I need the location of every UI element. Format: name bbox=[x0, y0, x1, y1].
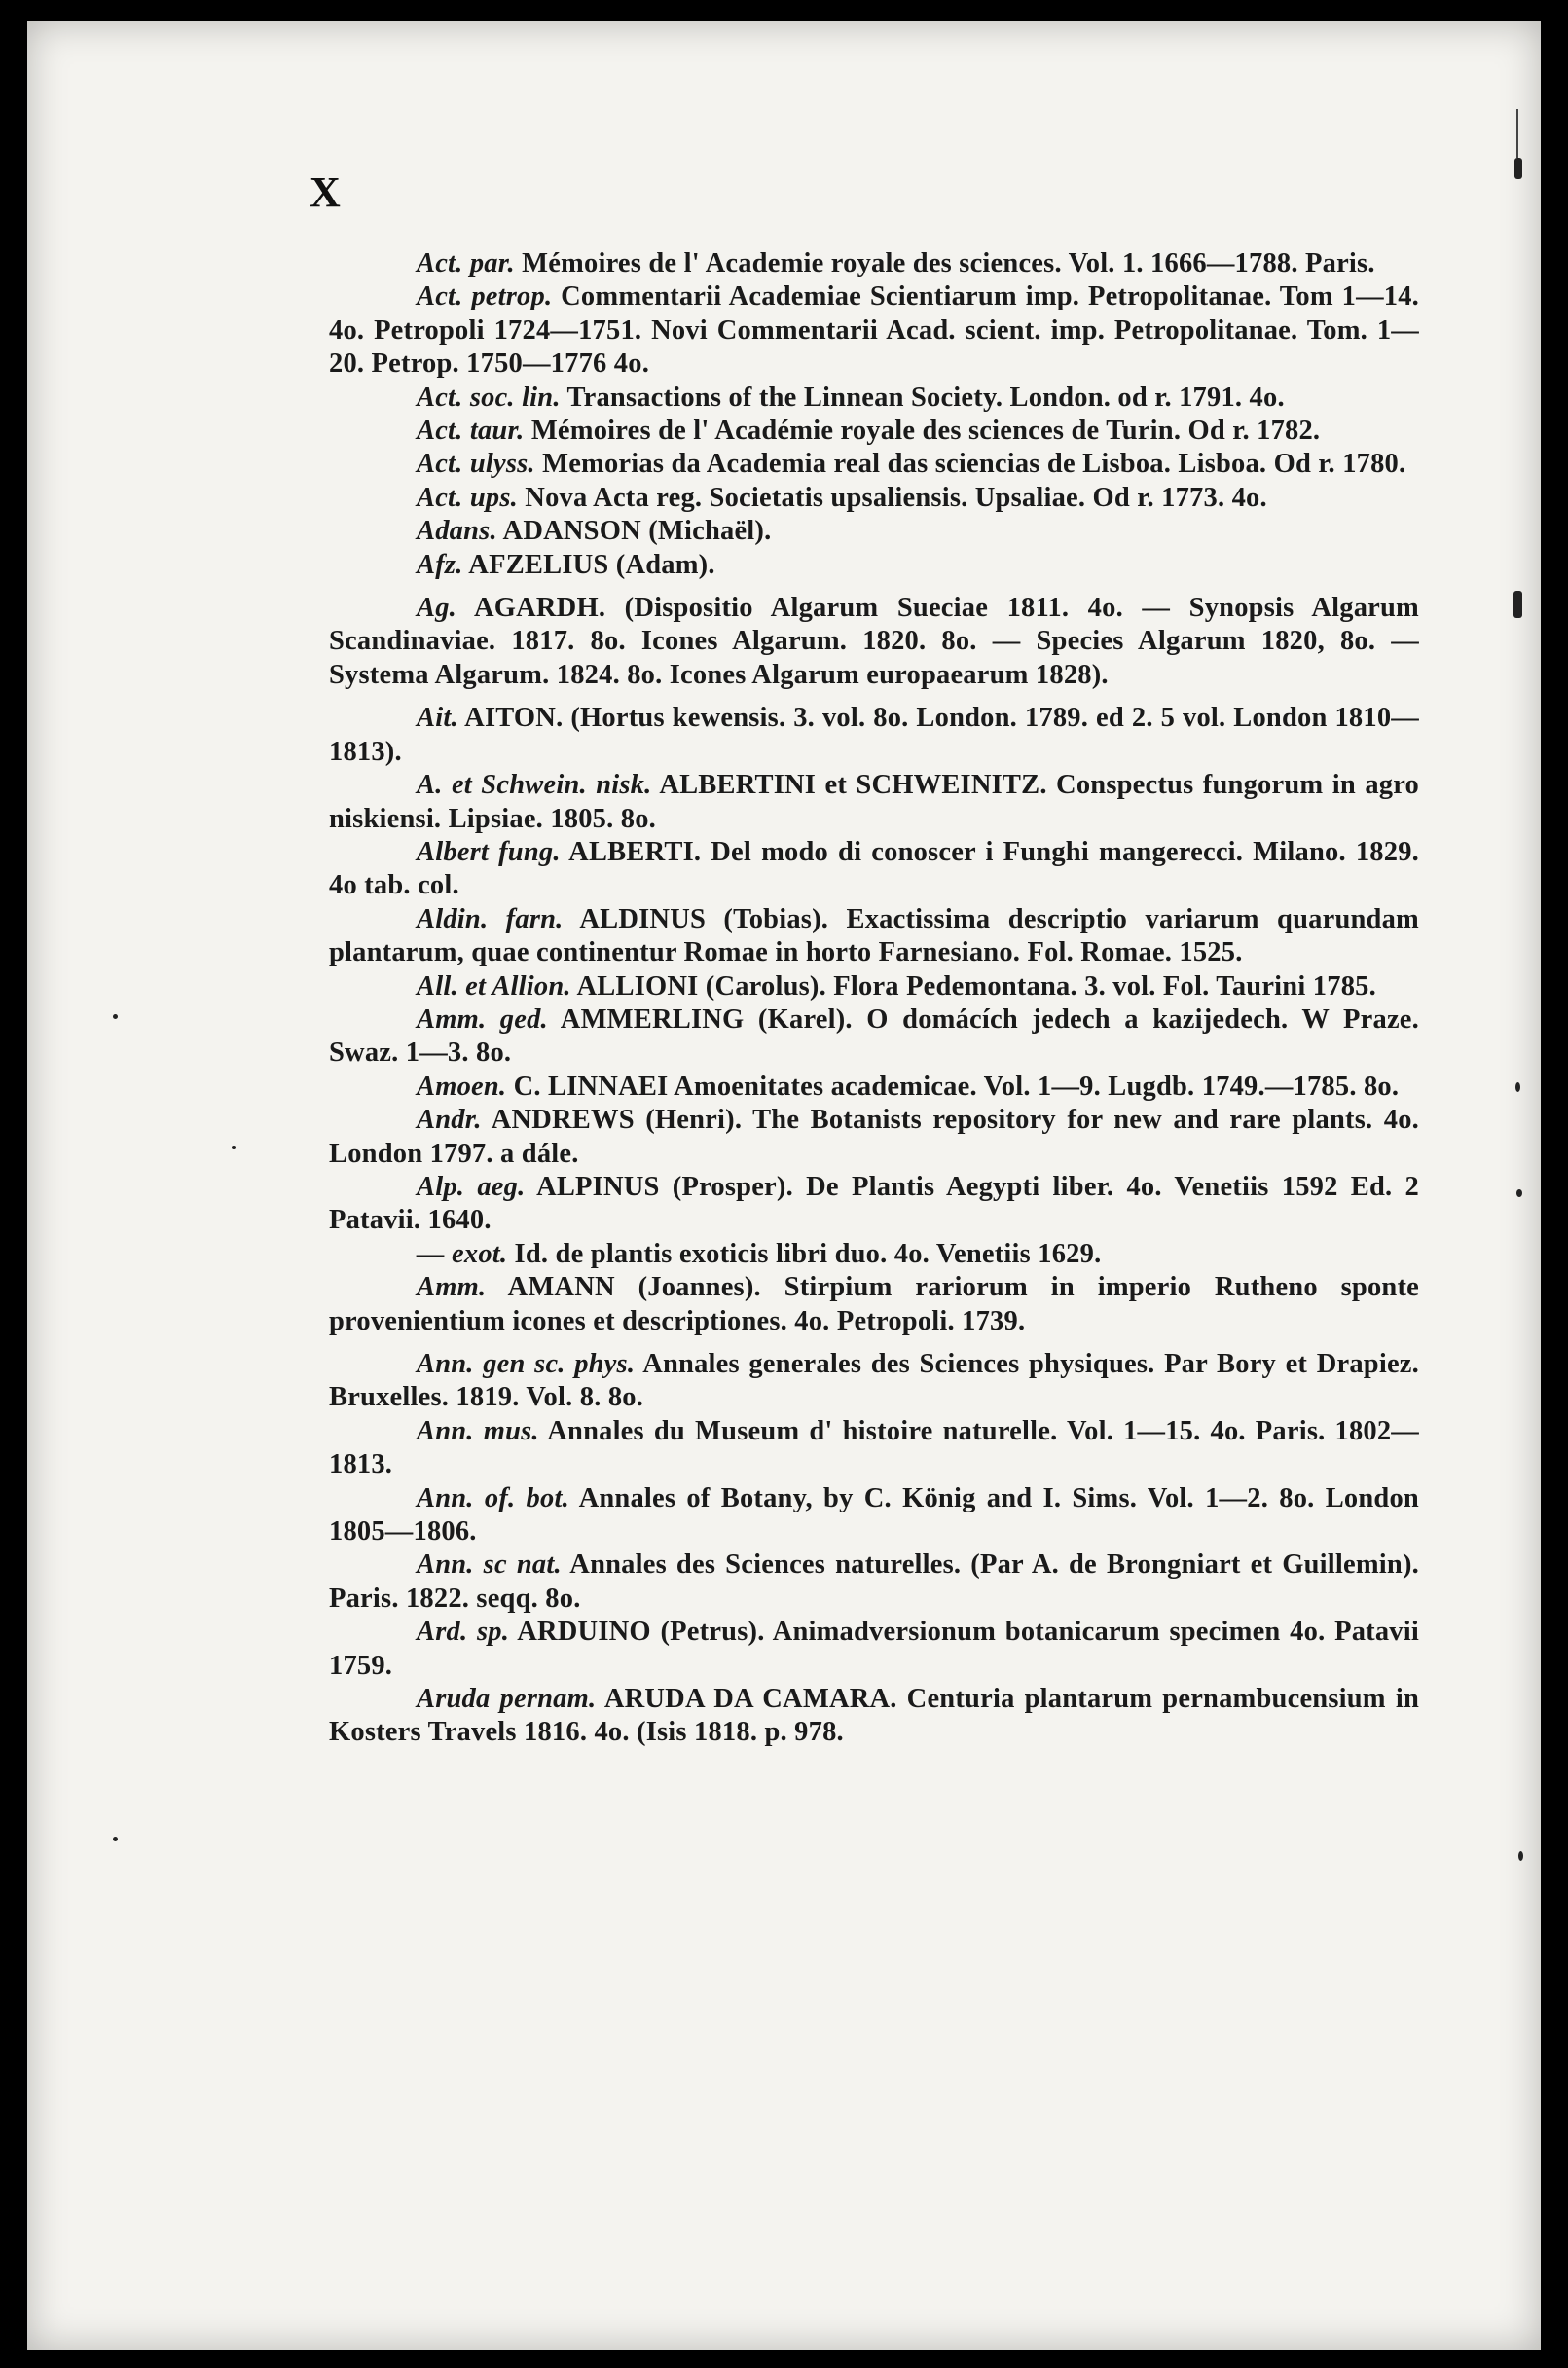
entry-text: ANDREWS (Henri). The Botanists repository for new and rare plants. 4o. London 1797. a dále. bbox=[329, 1105, 1419, 1169]
list-item bbox=[329, 1548, 1419, 1616]
list-item bbox=[329, 1415, 1419, 1482]
scan-speck bbox=[232, 1146, 236, 1149]
entry-text: Commentarii Academiae Scientiarum imp. Petropolitanae. Tom 1—14. 4o. Petropoli 1724—1751. Novi Commentarii Acad. scient. imp. Petropolitanae. Tom. 1—20. Petrop. 1750—1776 4o. bbox=[329, 281, 1419, 380]
entry-abbreviation: Ann. mus. bbox=[417, 1415, 539, 1446]
list-item bbox=[329, 1271, 1419, 1338]
entry-text: ALDINUS (Tobias). Exactissima descriptio variarum quarundam plantarum, quae continentur Romae in horto Farnesiano. Fol. Romae. 1525. bbox=[329, 903, 1419, 968]
entry-text: ALPINUS (Prosper). De Plantis Aegypti liber. 4o. Venetiis 1592 Ed. 2 Patavii. 1640. bbox=[329, 1171, 1420, 1236]
entry-text: Annales of Botany, by C. König and I. Sims. Vol. 1—2. 8o. London 1805—1806. bbox=[329, 1482, 1419, 1548]
list-item bbox=[329, 280, 1419, 381]
entry-abbreviation: All. et Allion. bbox=[417, 970, 571, 1002]
list-item bbox=[329, 1171, 1419, 1238]
entry-abbreviation: Albert fung. bbox=[417, 836, 561, 867]
entry-abbreviation: Act. ulyss. bbox=[417, 449, 535, 480]
list-item bbox=[329, 1071, 1419, 1104]
list-item bbox=[329, 515, 1419, 548]
entry-abbreviation: Amm. ged. bbox=[417, 1003, 548, 1035]
entry-abbreviation: Ann. gen sc. phys. bbox=[417, 1349, 636, 1379]
list-item bbox=[329, 1104, 1419, 1171]
entry-abbreviation: Ard. sp. bbox=[417, 1617, 510, 1648]
scan-speck bbox=[1513, 591, 1522, 618]
scanned-page bbox=[27, 21, 1541, 2350]
list-item bbox=[329, 1238, 1419, 1271]
list-item bbox=[329, 1003, 1419, 1071]
entry-abbreviation: A. et Schwein. nisk. bbox=[417, 770, 652, 801]
scan-speck bbox=[1518, 1851, 1523, 1861]
entry-text: Annales generales des Sciences physiques. Par Bory et Drapiez. Bruxelles. 1819. Vol. 8. 8o. bbox=[329, 1349, 1419, 1413]
scan-speck bbox=[1516, 1189, 1522, 1197]
entry-text: Annales du Museum d' histoire naturelle. Vol. 1—15. 4o. Paris. 1802—1813. bbox=[329, 1415, 1419, 1480]
entry-abbreviation: Andr. bbox=[417, 1105, 482, 1136]
entry-abbreviation: Amm. bbox=[417, 1272, 487, 1303]
entry-text: Id. de plantis exoticis libri duo. 4o. Venetiis 1629. bbox=[514, 1238, 1102, 1269]
list-item bbox=[329, 1683, 1419, 1750]
list-item bbox=[329, 415, 1419, 448]
entry-text: ALLIONI (Carolus). Flora Pedemontana. 3. vol. Fol. Taurini 1785. bbox=[576, 970, 1376, 1002]
entry-abbreviation: Act. taur. bbox=[417, 416, 525, 447]
entry-abbreviation: Ann. sc nat. bbox=[417, 1549, 562, 1581]
scan-speck bbox=[1515, 1082, 1520, 1092]
list-item bbox=[329, 1482, 1419, 1549]
list-item bbox=[329, 592, 1419, 692]
list-item bbox=[329, 1616, 1419, 1683]
entry-text: AITON. (Hortus kewensis. 3. vol. 8o. London. 1789. ed 2. 5 vol. London 1810—1813). bbox=[329, 703, 1419, 767]
entry-text: Transactions of the Linnean Society. London. od r. 1791. 4o. bbox=[566, 382, 1285, 413]
abbreviation-list bbox=[329, 247, 1419, 1750]
entry-text: AMANN (Joannes). Stirpium rariorum in imperio Rutheno sponte provenientium icones et descriptiones. 4o. Petropoli. 1739. bbox=[329, 1272, 1419, 1336]
entry-abbreviation: Ann. of. bot. bbox=[417, 1482, 569, 1513]
entry-text: Mémoires de l' Academie royale des sciences. Vol. 1. 1666—1788. Paris. bbox=[522, 248, 1375, 278]
scan-edge-line bbox=[1516, 109, 1518, 158]
entry-text: AGARDH. (Dispositio Algarum Sueciae 1811. 4o. — Synopsis Algarum Scandinaviae. 1817. 8o. Icones Algarum. 1820. 8o. — Species Algarum 1820, 8o. — Systema Algarum. 1824. 8o. Icones Algarum europaearum 1828). bbox=[329, 593, 1419, 690]
entry-abbreviation: — exot. bbox=[417, 1238, 508, 1269]
entry-text: ADANSON (Michaël). bbox=[502, 516, 772, 547]
entry-text: AMMERLING (Karel). O domácích jedech a kazijedech. W Praze. Swaz. 1—3. 8o. bbox=[329, 1003, 1419, 1069]
list-item bbox=[329, 1348, 1419, 1415]
entry-text: Mémoires de l' Académie royale des sciences de Turin. Od r. 1782. bbox=[530, 416, 1321, 447]
entry-text: ARDUINO (Petrus). Animadversionum botanicarum specimen 4o. Patavii 1759. bbox=[329, 1617, 1419, 1681]
entry-text: AFZELIUS (Adam). bbox=[468, 549, 715, 580]
entry-abbreviation: Afz. bbox=[417, 549, 463, 580]
entry-abbreviation: Alp. aeg. bbox=[417, 1171, 526, 1202]
list-item bbox=[329, 970, 1419, 1003]
entry-text: ALBERTINI et SCHWEINITZ. Conspectus fungorum in agro niskiensi. Lipsiae. 1805. 8o. bbox=[329, 770, 1420, 834]
list-item bbox=[329, 903, 1419, 970]
page-number: X bbox=[310, 168, 342, 216]
scan-speck bbox=[113, 1014, 118, 1019]
scan-speck bbox=[1514, 158, 1522, 179]
entry-abbreviation: Act. soc. lin. bbox=[417, 382, 561, 413]
entry-text: Nova Acta reg. Societatis upsaliensis. Upsaliae. Od r. 1773. 4o. bbox=[525, 482, 1267, 513]
entry-abbreviation: Adans. bbox=[417, 516, 497, 547]
list-item bbox=[329, 836, 1419, 903]
entry-text: Memorias da Academia real das sciencias de Lisboa. Lisboa. Od r. 1780. bbox=[542, 449, 1406, 480]
entry-abbreviation: Act. ups. bbox=[417, 482, 518, 513]
entry-text: ARUDA DA CAMARA. Centuria plantarum pernambucensium in Kosters Travels 1816. 4o. (Isis 1818. p. 978. bbox=[329, 1684, 1419, 1748]
list-item bbox=[329, 382, 1419, 415]
list-item bbox=[329, 247, 1419, 280]
entry-abbreviation: Act. par. bbox=[417, 248, 515, 278]
entry-abbreviation: Ag. bbox=[417, 593, 456, 624]
entry-text: C. LINNAEI Amoenitates academicae. Vol. 1—9. Lugdb. 1749.—1785. 8o. bbox=[513, 1071, 1400, 1102]
entry-text: Annales des Sciences naturelles. (Par A. de Brongniart et Guillemin). Paris. 1822. seqq. 8o. bbox=[329, 1549, 1419, 1614]
entry-text: ALBERTI. Del modo di conoscer i Funghi mangerecci. Milano. 1829. 4o tab. col. bbox=[329, 836, 1419, 901]
list-item bbox=[329, 482, 1419, 515]
entry-abbreviation: Aldin. farn. bbox=[417, 903, 564, 934]
entry-abbreviation: Amoen. bbox=[417, 1071, 507, 1102]
list-item bbox=[329, 448, 1419, 481]
entry-abbreviation: Aruda pernam. bbox=[417, 1684, 597, 1715]
list-item bbox=[329, 702, 1419, 769]
entry-abbreviation: Act. petrop. bbox=[417, 281, 553, 312]
list-item bbox=[329, 549, 1419, 582]
list-item bbox=[329, 769, 1419, 836]
scan-speck bbox=[113, 1837, 118, 1841]
entry-abbreviation: Ait. bbox=[417, 703, 458, 734]
